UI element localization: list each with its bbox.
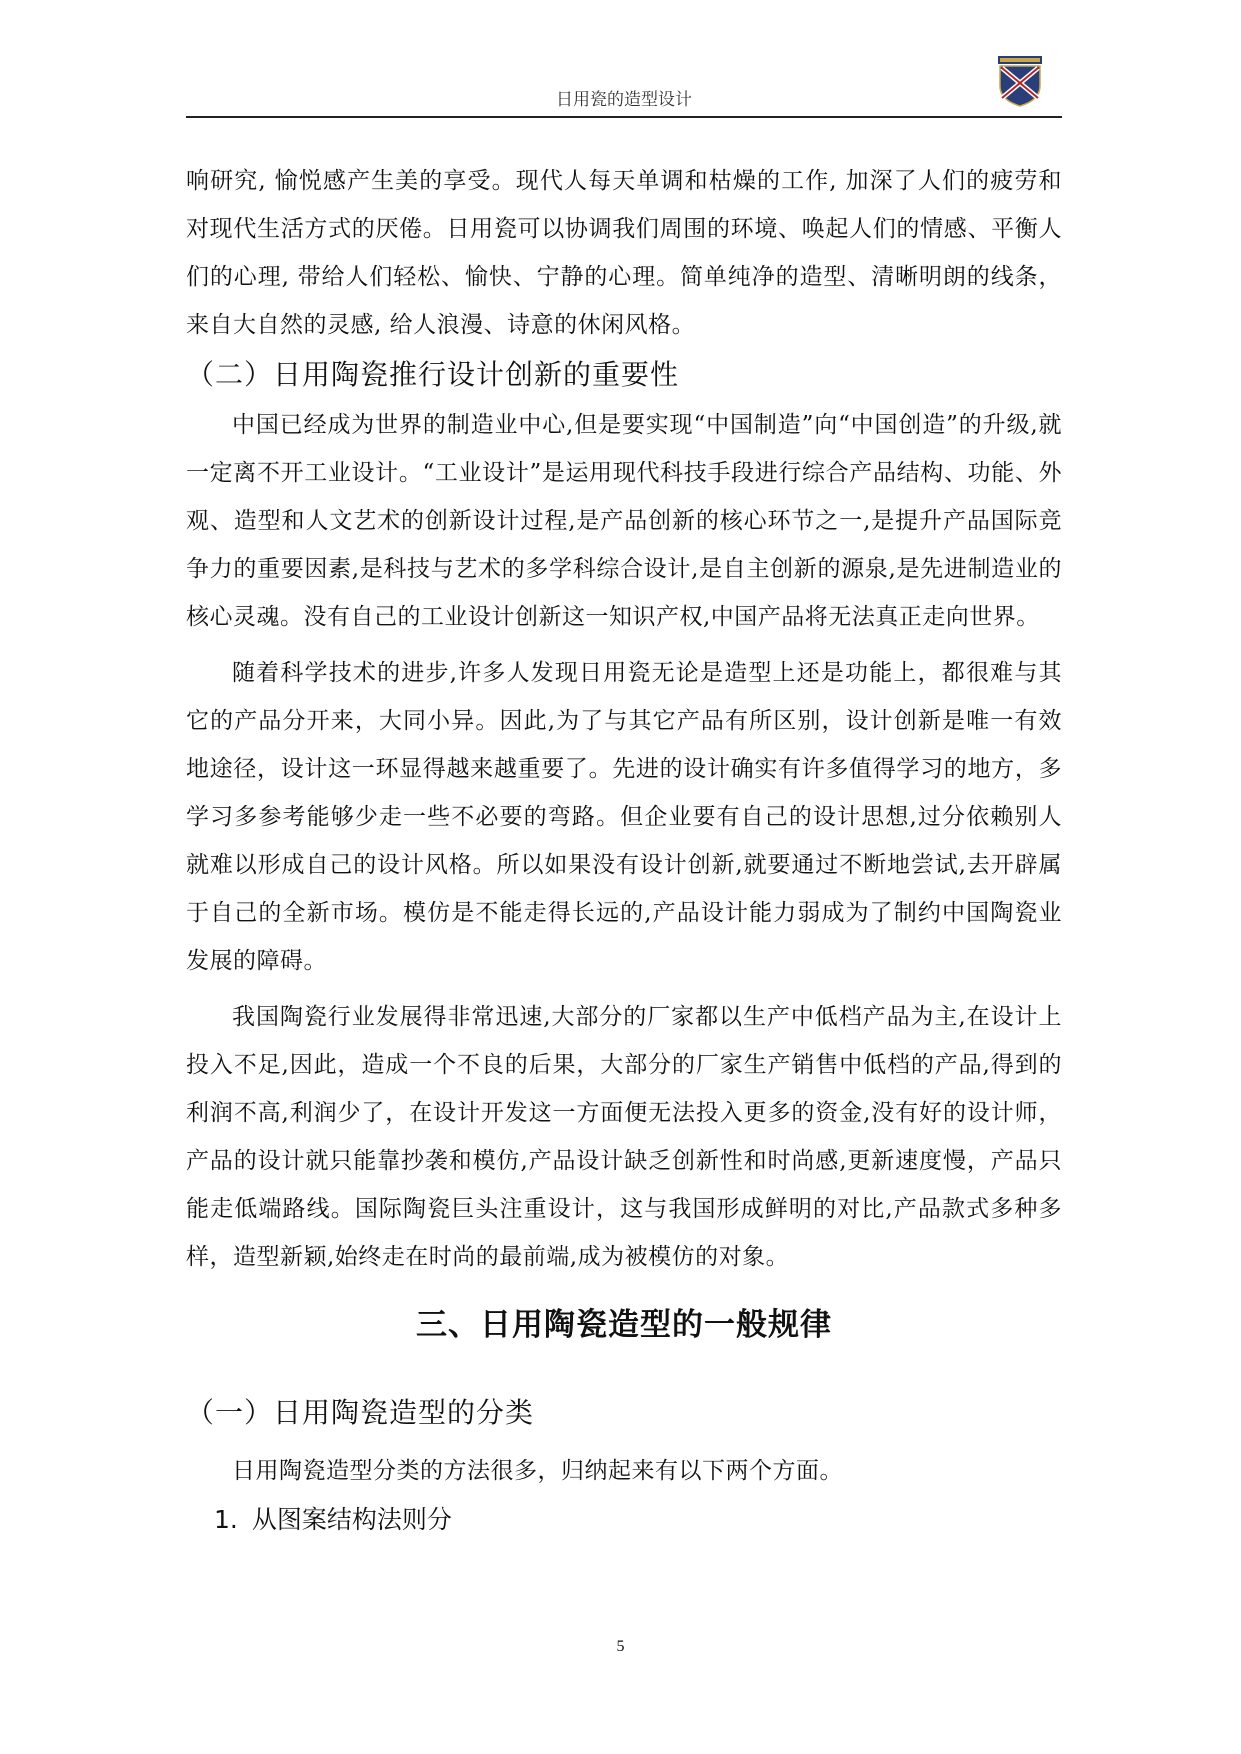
page-header xyxy=(186,44,1062,118)
paragraph-industry-status: 我国陶瓷行业发展得非常迅速,大部分的厂家都以生产中低档产品为主,在设计上投入不足,因此，造成一个不良的后果，大部分的厂家生产销售中低档的产品,得到的利润不高,利润少了，在设计开发这一方面便无法投入更多的资金,没有好的设计师，产品的设计就只能靠抄袭和模仿,产品设计缺乏创新性和时尚感,更新速度慢，产品只能走低端路线。国际陶瓷巨头注重设计，这与我国形成鲜明的对比,产品款式多种多样，造型新颖,始终走在时尚的最前端,成为被模仿的对象。 xyxy=(186,1004,1062,1270)
section-heading-design-innovation: （二）日用陶瓷推行设计创新的重要性 xyxy=(186,358,680,391)
chapter-heading: 三、日用陶瓷造型的一般规律 xyxy=(416,1307,832,1343)
section-heading-classification: （一）日用陶瓷造型的分类 xyxy=(186,1396,535,1429)
list-item-heading xyxy=(186,1495,1062,1545)
running-title: 日用瓷的造型设计 xyxy=(556,90,692,110)
page-body xyxy=(186,157,1062,1545)
list-item-number: 1. xyxy=(214,1505,238,1534)
paragraph-continued: 响研究, 愉悦感产生美的享受。现代人每天单调和枯燥的工作, 加深了人们的疲劳和对现代生活方式的厌倦。日用瓷可以协调我们周围的环境、唤起人们的情感、平衡人们的心理, 带给人们轻松、愉快、宁静的心理。简单纯净的造型、清晰明朗的线条，来自大自然的灵感, 给人浪漫、诗意的休闲风格。 xyxy=(186,168,1062,338)
paragraph-technology-progress: 随着科学技术的进步,许多人发现日用瓷无论是造型上还是功能上，都很难与其它的产品分开来，大同小异。因此,为了与其它产品有所区别，设计创新是唯一有效地途径，设计这一环显得越来越重要了。先进的设计确实有许多值得学习的地方，多学习多参考能够少走一些不必要的弯路。但企业要有自己的设计思想,过分依赖别人就难以形成自己的设计风格。所以如果没有设计创新,就要通过不断地尝试,去开辟属于自己的全新市场。模仿是不能走得长远的,产品设计能力弱成为了制约中国陶瓷业发展的障碍。 xyxy=(186,660,1062,974)
paragraph-classification-intro: 日用陶瓷造型分类的方法很多，归纳起来有以下两个方面。 xyxy=(232,1458,843,1484)
paragraph-industrial-design: 中国已经成为世界的制造业中心,但是要实现“中国制造”向“中国创造”的升级,就一定离不开工业设计。“工业设计”是运用现代科技手段进行综合产品结构、功能、外观、造型和人文艺术的创新设计过程,是产品创新的核心环节之一,是提升产品国际竞争力的重要因素,是科技与艺术的多学科综合设计,是自主创新的源泉,是先进制造业的核心灵魂。没有自己的工业设计创新这一知识产权,中国产品将无法真正走向世界。 xyxy=(186,412,1062,630)
university-crest-icon xyxy=(992,52,1048,108)
page-number: 5 xyxy=(616,1638,625,1655)
list-item-text: 从图案结构法则分 xyxy=(251,1505,452,1534)
